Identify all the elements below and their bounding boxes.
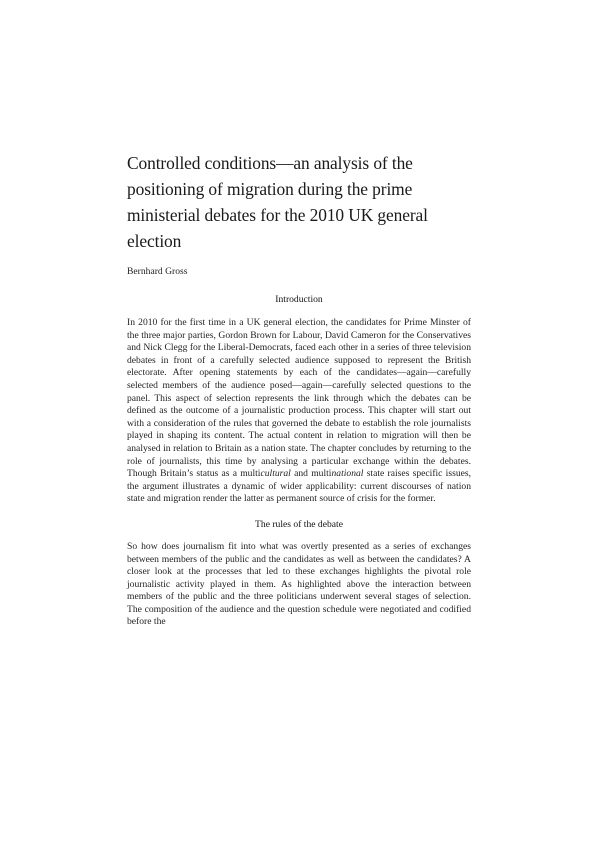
text-run: and multi	[290, 468, 332, 480]
text-run: In 2010 for the first time in a UK general election, the candidates for Prime Minster of the three major parties, Gordon Brown for Labour, David Cameron for the Conservatives and Nick Clegg for the Liberal-Democrats, faced each other in a series of three television debates in front of a carefully selected audience supposed to represent the British electorate. After opening statements by each of the candidates—again—carefully selected members of the audience posed—again—carefully selected questions to the panel. This aspect of selection represents the link through which the debates can be defined as the outcome of a journalistic production process. This chapter will start out with a consideration of the rules that governed the debate to establish the role journalists played in shaping its content. The actual content in relation to migration will then be analysed in relation to Britain as a nation state. The chapter concludes by returning to the role of journalists, this time by analysing a particular exchange within the debates. Though Britain’s status as a multi	[127, 317, 471, 480]
section-heading-rules-of-debate: The rules of the debate	[255, 518, 343, 530]
article-title: Controlled conditions—an analysis of the positioning of migration during the prime ministerial debates for the 2010 UK general election	[127, 153, 428, 251]
italic-run: national	[331, 468, 364, 480]
section-heading-introduction: Introduction	[275, 294, 323, 305]
text-run: state raises specific issues, the argument illustrates a dynamic of wider applicability: current discourses of nation state and migration render the latter as permanent source of crisis for the former.	[127, 468, 472, 505]
paragraph-rules-of-debate: So how does journalism fit into what was overtly presented as a series of exchanges between members of the public and the candidates as well as between the candidates? A closer look at the processes that led to these exchanges highlights the pivotal role journalistic activity played in them. As highlighted above the interaction between members of the public and the three politicians underwent several stages of selection. The composition of the audience and the question schedule were negotiated and codified before the	[127, 540, 471, 628]
paragraph-introduction	[127, 317, 471, 506]
article-author: Bernhard Gross	[127, 266, 188, 277]
italic-run: cultural	[260, 468, 291, 480]
article-body	[127, 150, 471, 629]
